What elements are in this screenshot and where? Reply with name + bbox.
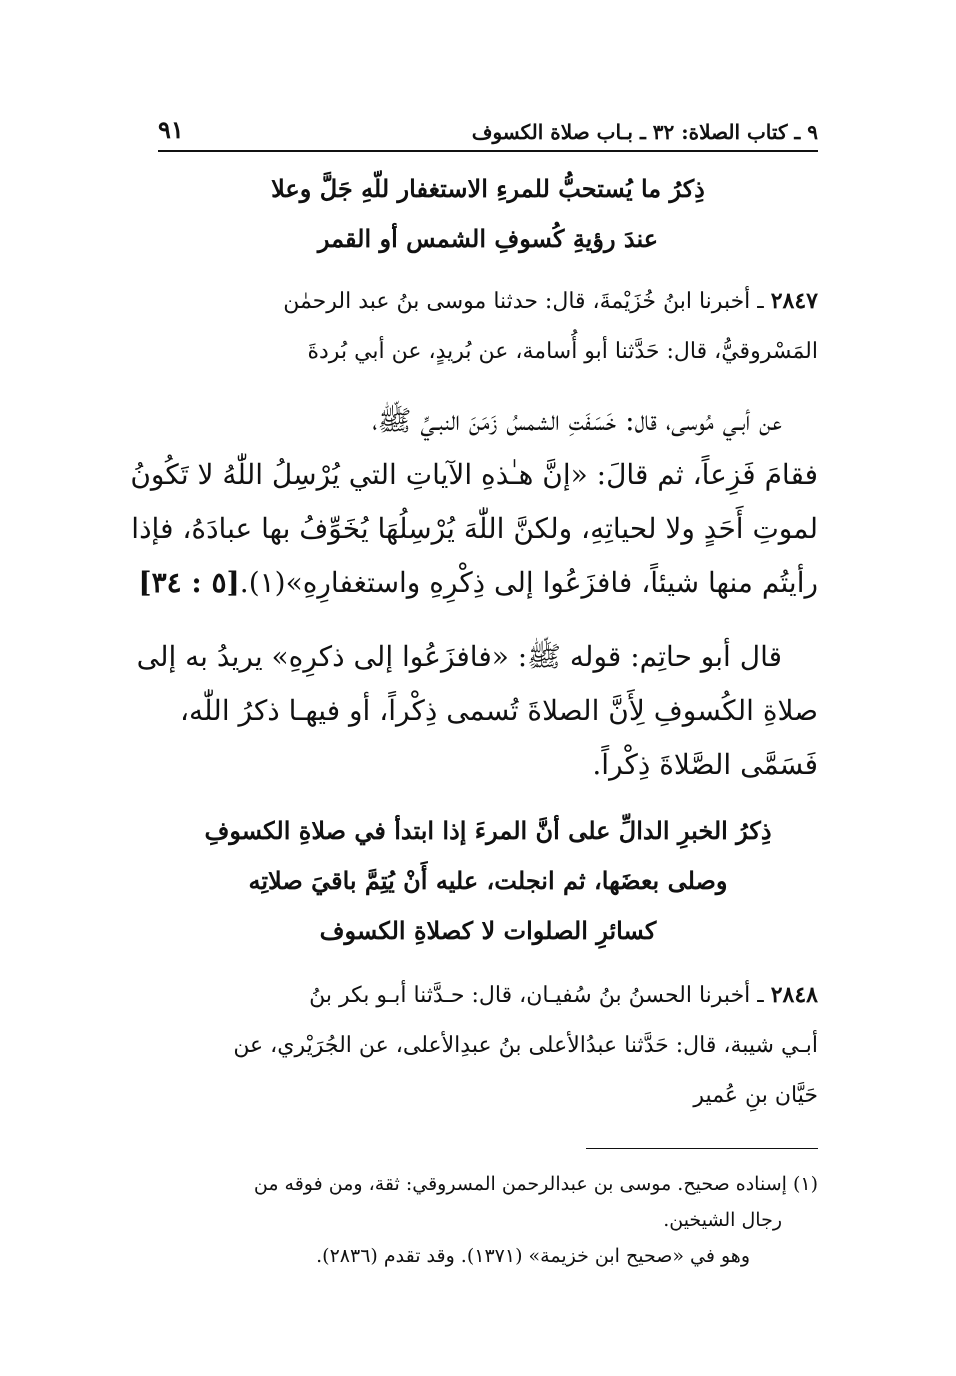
section-heading-1 — [158, 164, 818, 264]
section-heading-line: ذِكرُ الخبرِ الدالِّ على أنَّ المرءَ إذا ابتدأ في صلاةِ الكسوفِ — [204, 816, 772, 845]
footnotes — [158, 1166, 818, 1274]
abu-hatim-comment — [136, 630, 818, 792]
isnad-line: حَيَّان بنِ عُمير — [693, 1083, 818, 1108]
matn-line: لموتِ أَحَدٍ ولا لحياتِهِ، ولكنَّ اللّٰهَ يُرْسِلُهَا يُخَوِّفُ بها عبادَهُ، فإذا — [131, 512, 818, 545]
isnad-line — [158, 276, 818, 327]
matn-text: رأيتُم منها شيئاً، فافزَعُوا إلى ذِكْرِهِ واستغفارِهِ»(١). — [239, 566, 818, 599]
comment-line: فَسَمَّى الصَّلاةَ ذِكْراً. — [592, 748, 818, 781]
section-heading-line: كسائرِ الصلوات لا كصلاةِ الكسوف — [319, 916, 657, 945]
isnad-text: ـ أخبرنا الحسنُ بنُ سُفيـان، قال: حـدَّثنا أبـو بكر بنُ — [309, 983, 764, 1008]
matn-line — [138, 556, 818, 610]
running-title: ٩ ـ كتاب الصلاة: ٣٢ ـ بـاب صلاة الكسوف — [471, 120, 818, 144]
section-heading-line: ذِكرُ ما يُستحبُّ للمرءِ الاستغفار للّهِ جَلَّ وعلا — [271, 174, 705, 203]
page-header — [158, 108, 818, 144]
hadith-2848-isnad — [158, 970, 818, 1121]
hadith-number: ٢٨٤٨ — [770, 982, 818, 1008]
isnad-line: أبـي شيبة، قال: حَدَّثنا عبدُالأعلى بنُ عبدِالأعلى، عن الجُرَيْري، عن — [233, 1033, 818, 1058]
isnad-text: ـ أخبرنا ابنُ خُزَيْمةَ، قال: حدثنا موسى بنُ عبد الرحمٰن — [283, 289, 764, 314]
comment-line: قال أبو حاتِم: قوله ﷺ: «فافزَعُوا إلى ذكرِهِ» يريدُ به إلى — [136, 640, 782, 673]
footnote-rule — [586, 1148, 818, 1149]
isnad-text: المَسْروقيُّ، قال: حَدَّثنا أبو أُسامة، عن بُريدٍ، عن أبي بُردةَ — [307, 339, 818, 364]
hadith-2847-matn — [130, 394, 818, 610]
hadith-2847-isnad — [158, 276, 818, 377]
matn-line: عن أبـي مُوسى، قال: خَسَفَتِ الشمسُ زَمَنَ النبـيِّ ﷺ، — [372, 404, 782, 437]
header-rule — [158, 150, 818, 152]
isnad-line — [158, 970, 818, 1021]
footnote-line: رجال الشيخين. — [663, 1209, 782, 1231]
isnad-line — [158, 327, 818, 377]
hadith-number: ٢٨٤٧ — [770, 288, 818, 314]
section-heading-line: عندَ رؤيةِ كُسوفِ الشمس أو القمر — [317, 224, 659, 253]
comment-line: صلاةِ الكُسوفِ لِأَنَّ الصلاةَ تُسمى ذِكْراً، أو فيهـا ذكرُ اللّٰه، — [179, 694, 818, 727]
section-heading-2 — [158, 806, 818, 956]
footnote-line: وهو في «صحيح ابن خزيمة» (١٣٧١). وقد تقدم (٢٨٣٦). — [316, 1245, 750, 1267]
matn-line: فقامَ فَزِعاً، ثم قالَ: «إنَّ هـٰذهِ الآياتِ التي يُرْسِلُ اللّٰهُ لا تَكُونُ — [130, 458, 818, 491]
section-heading-line: وصلى بعضَها، ثم انجلت، عليه أَنْ يُتِمَّ باقيَ صلاتِه — [248, 866, 728, 895]
footnote-line: (١) إسناده صحيح. موسى بن عبدالرحمن المسروقي: ثقة، ومن فوقه من — [253, 1173, 818, 1195]
source-reference: [٥ : ٣٤] — [138, 566, 240, 599]
page-number: ٩١ — [158, 115, 184, 144]
